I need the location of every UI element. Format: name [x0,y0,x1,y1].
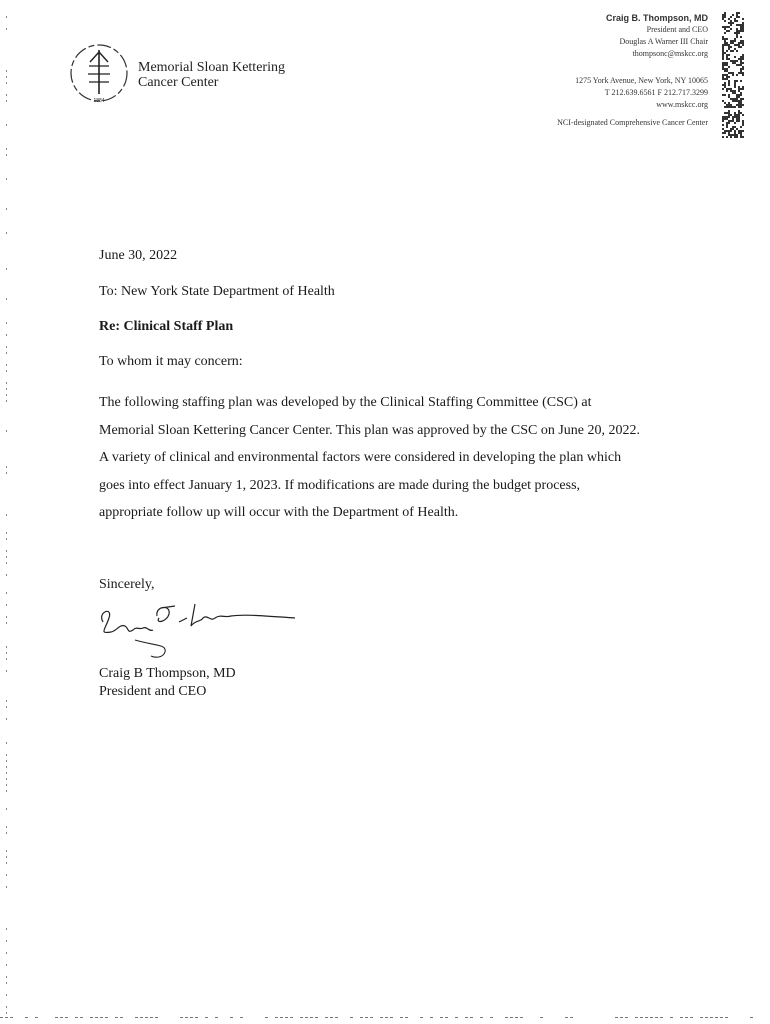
designation: NCI-designated Comprehensive Cancer Center [557,118,708,127]
organization-name [138,60,285,90]
qr-code-icon [722,12,744,138]
body-paragraph [99,389,709,527]
msk-logo-icon [68,42,130,108]
signer-title: President and CEO [99,684,207,699]
sender-contact-block [557,12,708,129]
body-line: The following staffing plan was developed by the Clinical Staffing Committee (CSC) at [99,395,592,410]
subject-line: Re: Clinical Staff Plan [99,319,234,334]
scan-edge-marks [5,0,9,1024]
body-line: Memorial Sloan Kettering Cancer Center. This plan was approved by the CSC on June 20, 2022. [99,422,640,438]
handwritten-signature [95,596,305,662]
org-name-line1: Memorial Sloan Kettering [138,60,285,75]
org-name-line2: Cancer Center [138,75,219,90]
letter-date: June 30, 2022 [99,248,178,263]
body-line: A variety of clinical and environmental factors were considered in developing the plan which [99,450,622,465]
sender-name: Craig B. Thompson, MD [606,13,708,23]
closing: Sincerely, [99,577,155,592]
body-line: goes into effect January 1, 2023. If modifications are made during the budget process, [99,477,581,493]
sender-email[interactable]: thompsonc@mskcc.org [632,49,708,58]
scan-bottom-marks [0,1015,770,1021]
logo-year: 1884 [93,98,105,104]
greeting: To whom it may concern: [99,354,243,369]
phone-fax: T 212.639.6561 F 212.717.3299 [604,88,708,97]
recipient-line: To: New York State Department of Health [99,284,335,299]
body-line: appropriate follow up will occur with the Department of Health. [99,505,459,520]
website[interactable]: www.mskcc.org [656,100,708,109]
sender-chair: Douglas A Warner III Chair [619,37,708,46]
address: 1275 York Avenue, New York, NY 10065 [575,76,708,85]
signer-name: Craig B Thompson, MD [99,666,236,681]
sender-title: President and CEO [646,25,708,34]
